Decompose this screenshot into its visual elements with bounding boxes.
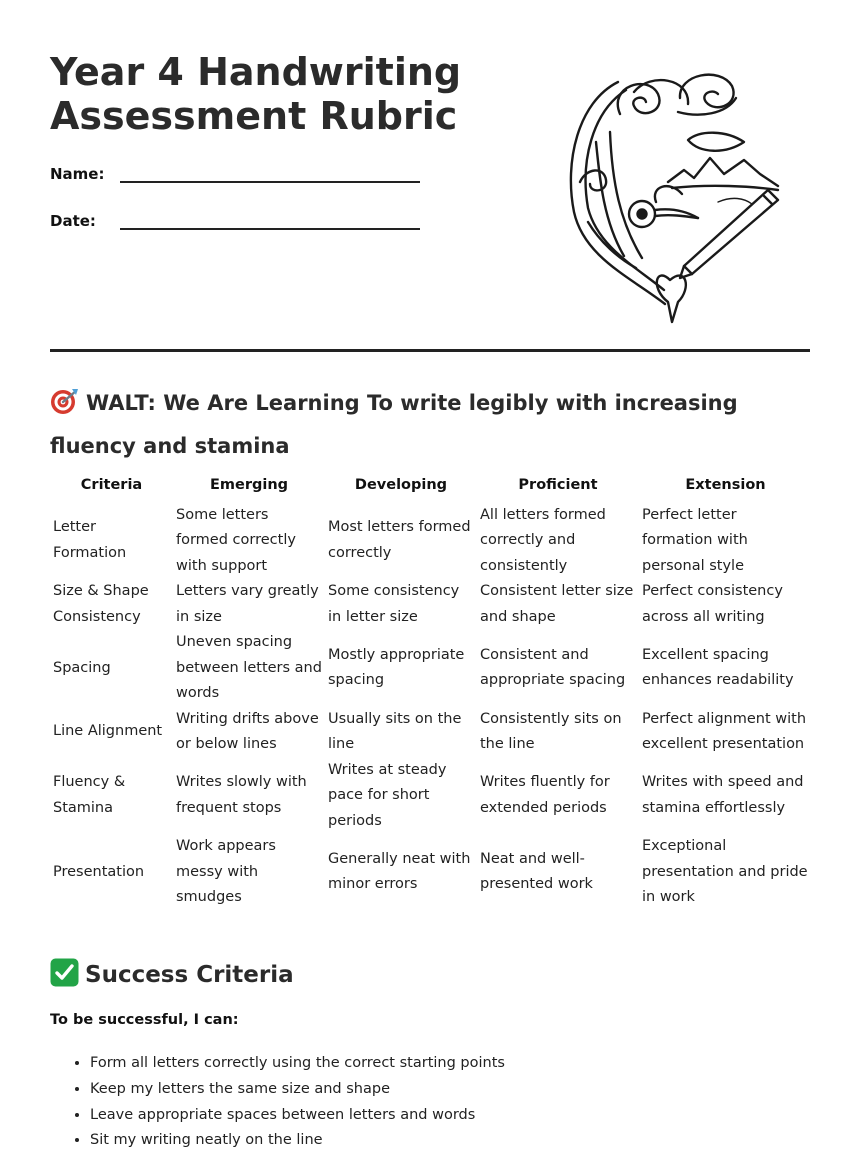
col-header-criteria: Criteria xyxy=(80,477,143,493)
date-field xyxy=(50,212,430,242)
name-line[interactable] xyxy=(120,181,420,183)
criteria-cell: Letter Formation xyxy=(53,519,127,561)
list-item: • Keep my letters the same size and shape xyxy=(90,1077,810,1103)
criteria-cell: Spacing xyxy=(53,659,111,676)
developing-cell: Mostly appropriate spacing xyxy=(328,646,465,689)
table-row xyxy=(50,579,812,630)
walt-text: WALT: We Are Learning To write legibly with increasing fluency and stamina xyxy=(50,391,738,458)
name-field xyxy=(50,165,430,195)
developing-cell: Usually sits on the line xyxy=(328,710,462,752)
table-row xyxy=(50,834,812,911)
rubric-table xyxy=(50,470,812,911)
emerging-cell: Letters vary greatly in size xyxy=(176,583,319,625)
target-icon xyxy=(50,387,80,427)
table-row xyxy=(50,503,812,580)
kiwi-pencil-heart-logo xyxy=(560,62,785,327)
date-line[interactable] xyxy=(120,228,420,230)
emerging-cell: Uneven spacing between letters and words xyxy=(176,634,322,701)
extension-cell: Perfect alignment with excellent presentation xyxy=(642,710,807,752)
developing-cell: Some consistency in letter size xyxy=(328,583,460,625)
list-item: • Sit my writing neatly on the line xyxy=(90,1128,810,1154)
extension-cell: Exceptional presentation and pride in work xyxy=(642,838,808,905)
proficient-cell: Consistent letter size and shape xyxy=(480,583,634,625)
emerging-cell: Writes slowly with frequent stops xyxy=(176,774,307,816)
rubric-header-row xyxy=(50,470,812,503)
criteria-cell: Fluency & Stamina xyxy=(53,774,126,816)
extension-cell: Perfect letter formation with personal style xyxy=(642,506,748,574)
emerging-cell: Work appears messy with smudges xyxy=(176,838,276,905)
criteria-cell: Presentation xyxy=(53,863,145,880)
developing-cell: Writes at steady pace for short periods xyxy=(328,761,447,829)
extension-cell: Excellent spacing enhances readability xyxy=(642,646,794,689)
emerging-cell: Some letters formed correctly with support xyxy=(176,506,296,574)
proficient-cell: Consistently sits on the line xyxy=(480,710,622,752)
table-row xyxy=(50,630,812,707)
proficient-cell: Writes fluently for extended periods xyxy=(480,774,610,816)
date-label: Date: xyxy=(50,212,96,230)
proficient-cell: Neat and well-presented work xyxy=(480,850,593,893)
page-title: Year 4 Handwriting Assessment Rubric xyxy=(50,50,462,138)
criteria-cell: Line Alignment xyxy=(53,723,163,740)
success-criteria-list xyxy=(50,1051,810,1154)
col-header-developing: Developing xyxy=(354,477,448,493)
developing-cell: Generally neat with minor errors xyxy=(328,850,471,893)
name-label: Name: xyxy=(50,165,105,183)
list-item: • Form all letters correctly using the correct starting points xyxy=(90,1051,810,1077)
success-heading-text: Success Criteria xyxy=(85,962,294,988)
col-header-proficient: Proficient xyxy=(518,477,598,493)
proficient-cell: All letters formed correctly and consistently xyxy=(480,506,606,574)
table-row xyxy=(50,758,812,835)
developing-cell: Most letters formed correctly xyxy=(328,519,471,561)
success-criteria-heading xyxy=(50,956,294,999)
walt-heading xyxy=(50,384,810,465)
extension-cell: Perfect consistency across all writing xyxy=(642,583,783,625)
criteria-cell: Size & Shape Consistency xyxy=(53,583,149,625)
section-divider xyxy=(50,349,810,352)
check-mark-icon xyxy=(50,958,79,999)
proficient-cell: Consistent and appropriate spacing xyxy=(480,646,626,689)
success-intro: To be successful, I can: xyxy=(50,1012,239,1028)
list-item: • Leave appropriate spaces between letters and words xyxy=(90,1103,810,1129)
emerging-cell: Writing drifts above or below lines xyxy=(176,710,319,752)
table-row xyxy=(50,707,812,758)
col-header-emerging: Emerging xyxy=(209,477,289,493)
col-header-extension: Extension xyxy=(685,477,766,493)
extension-cell: Writes with speed and stamina effortlessly xyxy=(642,774,804,816)
